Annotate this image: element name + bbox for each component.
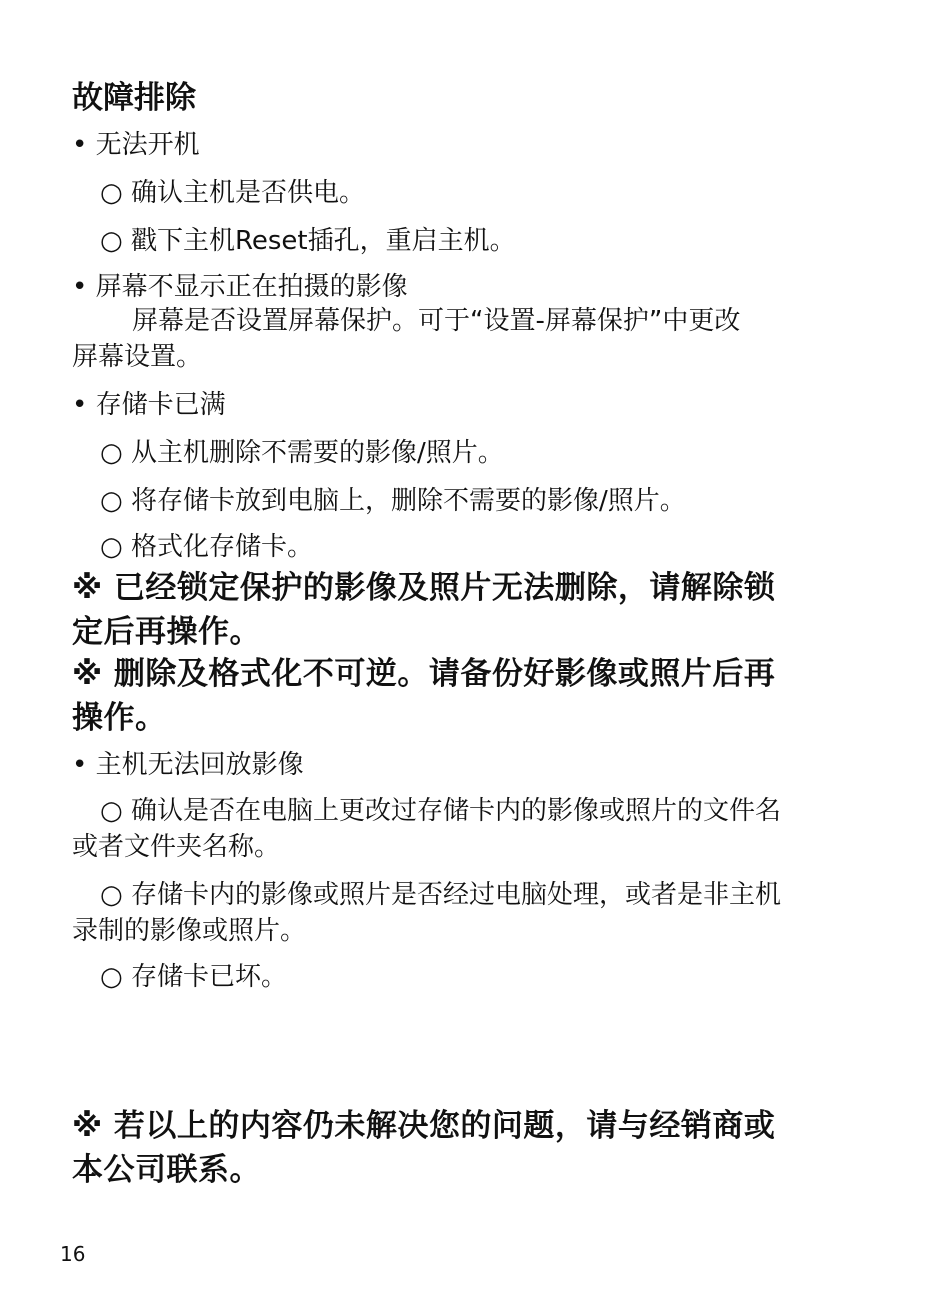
sub-item-delete-on-pc: ○ 将存储卡放到电脑上，删除不需要的影像/照片。 (100, 486, 686, 516)
note-irreversible-line2: 操作。 (72, 700, 167, 736)
final-note-line1: ※ 若以上的内容仍未解决您的问题，请与经销商或 (72, 1108, 776, 1144)
sub-item-check-power: ○ 确认主机是否供电。 (100, 178, 365, 208)
bullet-card-full: • 存储卡已满 (72, 390, 226, 420)
sub-item-format: ○ 格式化存储卡。 (100, 532, 313, 562)
sub-item-delete-on-device: ○ 从主机删除不需要的影像/照片。 (100, 438, 504, 468)
playback-item3: ○ 存储卡已坏。 (100, 962, 287, 992)
note-irreversible-line1: ※ 删除及格式化不可逆。请备份好影像或照片后再 (72, 656, 776, 692)
sub-item-reset: ○ 戳下主机Reset插孔，重启主机。 (100, 226, 516, 256)
note-locked-line2: 定后再操作。 (72, 614, 261, 650)
note-locked-line1: ※ 已经锁定保护的影像及照片无法删除，请解除锁 (72, 570, 776, 606)
playback-item1-line2: 或者文件夹名称。 (72, 832, 281, 862)
playback-item1-line1: ○ 确认是否在电脑上更改过存储卡内的影像或照片的文件名 (100, 796, 781, 826)
playback-item2-line2: 录制的影像或照片。 (72, 916, 307, 946)
final-note-line2: 本公司联系。 (72, 1152, 261, 1188)
playback-item2-line1: ○ 存储卡内的影像或照片是否经过电脑处理，或者是非主机 (100, 880, 781, 910)
screen-desc-line2: 屏幕设置。 (72, 342, 203, 372)
bullet-no-playback: • 主机无法回放影像 (72, 750, 304, 780)
page-title: 故障排除 (72, 80, 196, 116)
page-number: 16 (60, 1242, 86, 1266)
screen-desc-line1: 屏幕是否设置屏幕保护。可于“设置-屏幕保护”中更改 (132, 306, 741, 336)
bullet-no-power: • 无法开机 (72, 130, 200, 160)
bullet-screen: • 屏幕不显示正在拍摄的影像 (72, 272, 408, 302)
